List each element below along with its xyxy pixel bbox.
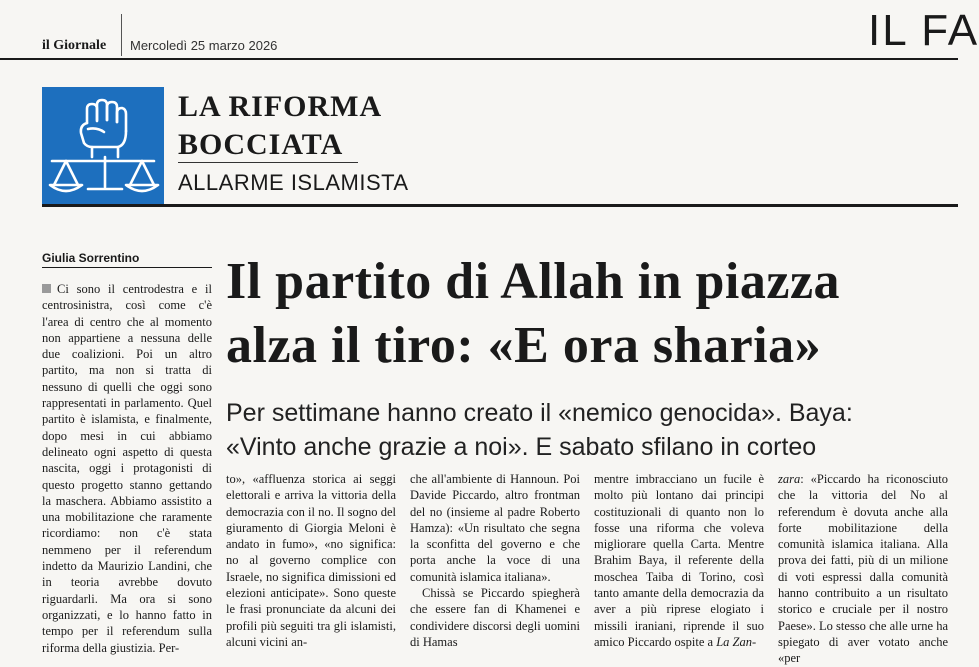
article-column-2	[226, 471, 396, 666]
paragraph: Chissà se Piccardo spiegherà che essere fan di Khamenei e condividere discorsi degli uomini di Hamas	[410, 586, 580, 649]
publication-name: La Zan-	[716, 634, 757, 649]
article-column-4	[594, 471, 764, 666]
byline-rule	[42, 267, 212, 268]
paragraph	[42, 281, 212, 656]
publication-name: zara	[778, 472, 801, 486]
masthead	[0, 0, 979, 60]
section-kicker-subtitle: ALLARME ISLAMISTA	[178, 170, 409, 195]
kicker-title-line-1: LA RIFORMA	[178, 90, 383, 123]
article-column-5	[778, 471, 948, 666]
paragraph-marker-icon	[42, 284, 51, 293]
paragraph-text: mentre imbracciano un fucile è molto più lontano dai principi costituzionali di quanto non lo fosse una riforma che voleva migliorare quella Carta. Mentre Brahim Baya, il referente della moschea Taiba di Torino, così tanto amante della democrazia da aver a più riprese elogiato i missili iraniani, riprende il suo amico Piccardo ospite a	[594, 472, 764, 649]
headline-line-1: Il partito di Allah in piazza	[226, 253, 841, 310]
masthead-divider	[121, 14, 122, 56]
kicker-divider	[178, 162, 358, 163]
issue-date: Mercoledì 25 marzo 2026	[130, 38, 278, 53]
section-label: IL FA	[868, 6, 979, 55]
article-headline	[226, 250, 958, 378]
paragraph-text: : «Piccardo ha riconosciuto che la vittoria del No al referendum è dovuta anche alla forte mobilitazione della comunità islamica italiana. Alla prova dei fatti, più di un milione di voti espressi dalla comunità hanno contribuito a un risultato storico e cruciale per il nostro Paese». Lo stesso che alle urne ha spiegato di aver votato anche «per	[778, 472, 948, 666]
article-column-3	[410, 471, 580, 666]
banner-rule	[42, 204, 958, 207]
paragraph-text: Ci sono il centrodestra e il centrosinistra, così come c'è l'area di centro che al momento non appartiene a nessuna delle due coalizioni. Poi un altro partito, ma non si tratta di nessuno di quelli che oggi sono rappresentati in parlamento. Quel partito è islamista, e finalmente, dopo mesi in cui abbiamo delineato ogni aspetto di questa nascita, oggi i protagonisti di questo progetto stanno gettando la maschera. Abbiamo assistito a una mobilitazione che raramente ricordiamo: non c'è stata nemmeno per il referendum indetto da Maurizio Landini, che in teoria avrebbe dovuto riguardarli. Ma ora si sono organizzati, e lo hanno fatto in tempo per il referendum sulla riforma della giustizia. Per-	[42, 282, 212, 655]
kicker-title-line-2: BOCCIATA	[178, 128, 344, 161]
fist-scales-of-justice-icon	[42, 87, 164, 204]
section-kicker-title	[178, 88, 382, 164]
paragraph	[778, 471, 948, 667]
paragraph: to», «affluenza storica ai seggi elettorali e arriva la vittoria della democrazia con il no. Il sogno del giuramento di Giorgia Meloni è andato in fumo», «no significa: no al governo complice con Israele, no significa dimissioni ed elezioni anticipate». Sono queste le frasi pronunciate da alcuni dei profili più seguiti tra gli islamisti, alcuni vicini an-	[226, 472, 396, 649]
paragraph: che all'ambiente di Hannoun. Poi Davide Piccardo, altro frontman del no (insieme al padre Roberto Hamza): «Un risultato che segna la sconfitta del governo e che porta anche la voce di una comunità islamica italiana».	[410, 472, 580, 584]
paragraph	[594, 471, 764, 650]
article-subheadline	[226, 396, 958, 464]
author-byline: Giulia Sorrentino	[42, 251, 140, 265]
headline-line-2: alza il tiro: «E ora sharia»	[226, 317, 822, 374]
newspaper-brand: il Giornale	[42, 38, 107, 53]
subhead-line-1: Per settimane hanno creato il «nemico genocida». Baya:	[226, 399, 853, 427]
article-column-1	[42, 281, 212, 666]
subhead-line-2: «Vinto anche grazie a noi». E sabato sfilano in corteo	[226, 433, 817, 461]
